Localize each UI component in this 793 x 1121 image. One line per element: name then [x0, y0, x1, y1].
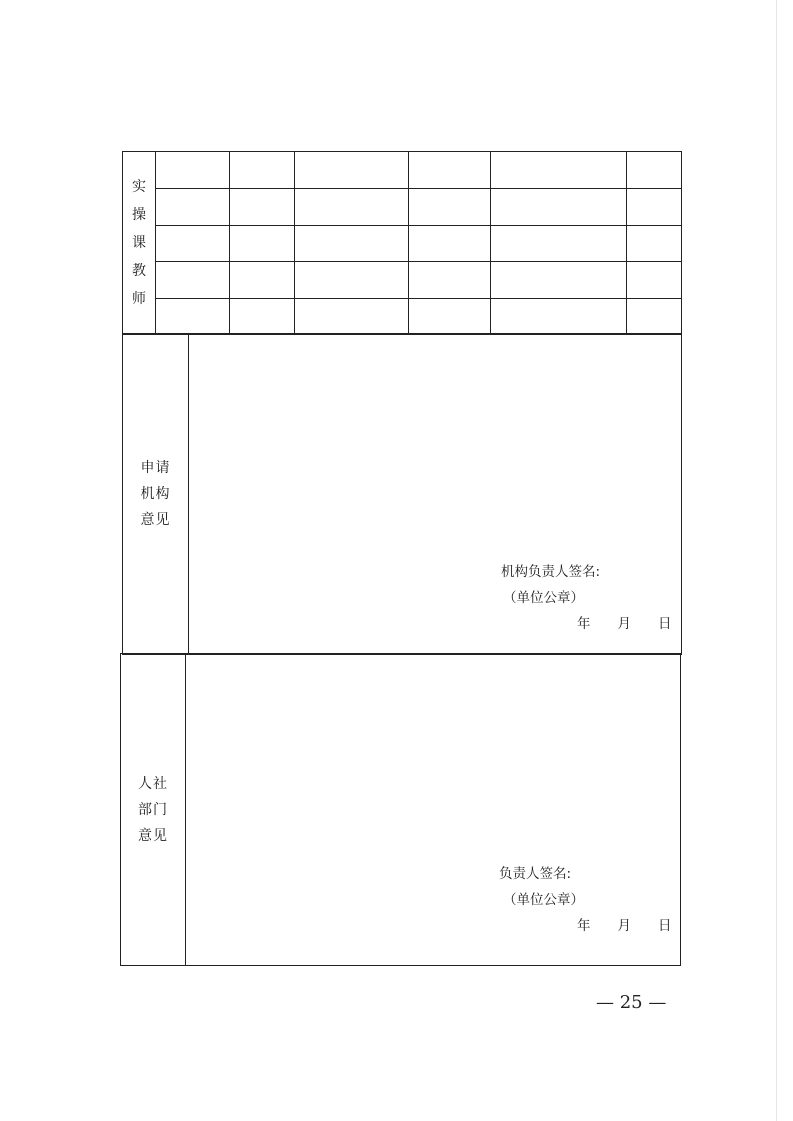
label-line: 意见	[138, 827, 168, 844]
row-divider	[156, 261, 681, 262]
row-divider	[156, 188, 681, 189]
label-char: 操	[132, 207, 146, 223]
column-divider	[490, 152, 491, 334]
label-char: 课	[132, 235, 146, 251]
row-divider	[156, 225, 681, 226]
practical-teachers-label	[123, 152, 156, 334]
label-char: 教	[132, 263, 146, 279]
institution-opinion-label	[123, 334, 189, 654]
column-divider	[229, 152, 230, 334]
scan-edge-line	[776, 0, 777, 1121]
page-number: — 25 —	[596, 992, 667, 1013]
date-line: 年 月 日	[577, 616, 672, 632]
signature-label: 负责人签名:	[499, 866, 572, 882]
signature-label: 机构负责人签名:	[501, 564, 601, 580]
column-divider	[626, 152, 627, 334]
label-char: 实	[132, 179, 146, 195]
practical-teachers-table	[122, 151, 682, 335]
label-line: 人社	[138, 775, 168, 792]
label-line: 意见	[140, 512, 171, 528]
institution-signature-block	[501, 559, 672, 637]
label-line: 部门	[138, 801, 168, 818]
institution-opinion-section	[122, 333, 682, 655]
hrss-opinion-label	[121, 654, 186, 965]
seal-label: （单位公章）	[503, 892, 584, 908]
seal-label: （单位公章）	[503, 590, 584, 606]
column-divider	[294, 152, 295, 334]
label-char: 师	[132, 291, 146, 307]
column-divider	[408, 152, 409, 334]
date-line: 年 月 日	[577, 918, 672, 934]
label-line: 申请	[140, 460, 171, 476]
label-line: 机构	[140, 486, 171, 502]
teachers-grid	[156, 152, 681, 334]
hrss-opinion-section	[120, 653, 681, 966]
hrss-signature-block	[499, 861, 672, 939]
row-divider	[156, 298, 681, 299]
